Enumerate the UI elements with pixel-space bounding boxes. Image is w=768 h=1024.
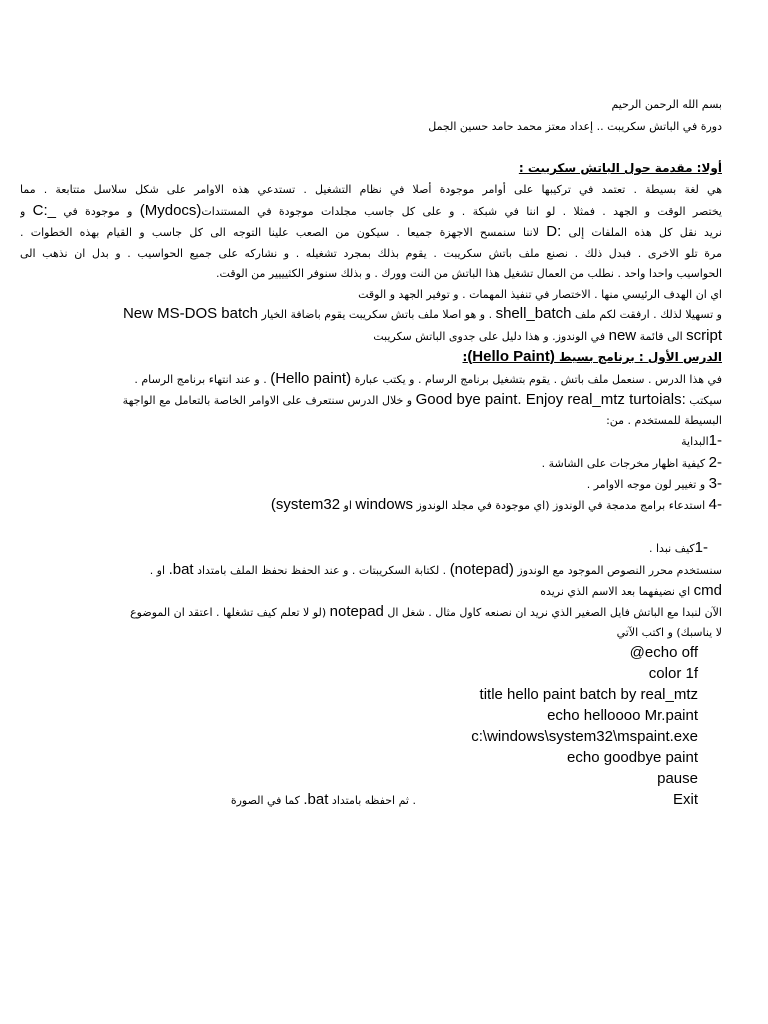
section2-intro-2 — [20, 389, 722, 411]
basmala — [20, 94, 722, 116]
list-item-1 — [20, 430, 722, 452]
section1-heading — [20, 157, 722, 179]
latin-run: Good bye paint. Enjoy real_mtz turtoials: — [415, 391, 686, 408]
section2-intro-3 — [20, 410, 722, 432]
code-line: echo helloooo Mr.paint — [547, 707, 698, 724]
text-run: هي لغة بسيطة . تعتمد في تركيبها على أوامر موجودة أصلا في نظام التشغيل . تستدعي هذه الاوامر على شكل سلاسل متتابعة . مما — [20, 183, 722, 196]
latin-run: New MS-DOS batch — [122, 305, 259, 322]
text-run: في الوندوز. و هذا دليل على جدوى الباتش سكريبت — [373, 330, 606, 343]
text-run: يختصر الوقت و الجهد . فمثلا . لو اننا في شبكة . و على كل جاسب مجلدات موجودة في المستندات — [201, 205, 722, 218]
section1-heading-text: أولا: مقدمة حول الباتش سكريبت : — [518, 161, 722, 175]
code-line: pause — [657, 770, 698, 787]
text-run: . و عند انتهاء برنامج الرسام . — [134, 373, 267, 386]
list-text: و تغيير لون موجه الاوامر . — [586, 478, 706, 491]
list-item-2 — [20, 452, 722, 474]
section1-line-8 — [20, 325, 722, 347]
code-line: color 1f — [648, 665, 698, 682]
list-text: البداية — [681, 435, 709, 448]
text-run: او . — [149, 564, 166, 577]
latin-run: (Hello paint) — [270, 370, 352, 387]
text-run: الحواسيب واحدا واحد . نطلب من العمال تشغيل هذا الباتش من النت وورك . و بذلك سنوفر الكثيييير من الوقت. — [216, 267, 722, 280]
text-run: و خلال الدرس سنتعرف على الاوامر الخاصة بالتعامل مع الواجهة — [122, 394, 413, 407]
list-number: 2- — [708, 454, 722, 471]
section2-heading — [20, 346, 722, 368]
section2-intro-1 — [20, 368, 722, 390]
text-run: نريد نقل كل هذه الملفات إلى — [568, 226, 722, 239]
text-run: الى قائمة — [639, 330, 683, 343]
course-line-text: دورة في الباتش سكريبت .. إعداد معتز محمد حامد حسين الجمل — [428, 120, 722, 133]
latin-run: .bat — [168, 561, 194, 578]
code-line: @echo off — [629, 644, 698, 661]
text-run: لاننا سنمسح الاجهزة جميعا . سيكون من الصعب علينا التوجه الى كل جاسب و القيام بهذه الخطوات . — [20, 226, 539, 239]
list-text: استدعاء برامج مدمجة في الوندوز (اي موجودة في مجلد الوندوز — [416, 499, 706, 512]
text-run: كما في الصورة — [230, 794, 300, 807]
start-paragraph-4 — [20, 622, 722, 644]
text-run: مرة تلو الاخرى . فبدل ذلك . نصنع ملف باتش سكريبت . يقوم بذلك بمجرد تشغيله . و نشاركه على جميع الحواسيب . و بدل ان نذهب الى — [20, 247, 722, 260]
code-line: echo goodbye paint — [567, 749, 698, 766]
text-run: و موجودة في — [63, 205, 133, 218]
heading-latin: (Hello Paint) — [467, 348, 555, 365]
text-run: اي ان الهدف الرئيسي منها . الاختصار في تنفيذ المهمات . و توفير الجهد و الوقت — [358, 288, 722, 301]
start-paragraph-3 — [20, 601, 722, 623]
text-run: سيكتب — [689, 394, 722, 407]
text-run: . و هو اصلا ملف باتش سكريبت يقوم باضافة الخيار — [261, 308, 493, 321]
course-line — [20, 116, 722, 138]
latin-run: cmd — [693, 582, 722, 599]
code-line: c:\windows\system32\mspaint.exe — [471, 728, 698, 745]
start-paragraph-1 — [20, 559, 722, 581]
latin-run: new — [608, 327, 637, 344]
list-item-4 — [20, 494, 722, 516]
heading-colon: : — [462, 350, 468, 364]
latin-run: notepad — [329, 603, 384, 620]
latin-run: windows — [355, 496, 413, 513]
text-run: كيف نبدا . — [649, 542, 695, 555]
basmala-text: بسم الله الرحمن الرحيم — [611, 98, 722, 111]
list-number: 1- — [708, 432, 722, 449]
list-number: 4- — [708, 496, 722, 513]
section1-line-4 — [20, 243, 722, 265]
text-run: (لو لا تعلم كيف تشغلها . اعتقد ان الموضوع — [130, 606, 327, 619]
text-run: سنستخدم محرر النصوص الموجود مع الوندوز — [517, 564, 722, 577]
section1-line-1 — [20, 179, 722, 201]
code-line: title hello paint batch by real_mtz — [479, 686, 698, 703]
section1-line-2 — [20, 200, 722, 222]
latin-run: C:_ — [32, 202, 56, 219]
text-run: في هذا الدرس . سنعمل ملف باتش . يقوم بتشغيل برنامج الرسام . و يكتب عبارة — [354, 373, 722, 386]
text-run: . لكتابة السكريبتات . و عند الحفظ نحفظ الملف بامتداد — [197, 564, 447, 577]
text-run: البسيطة للمستخدم . من: — [606, 414, 722, 427]
section1-line-5 — [20, 263, 722, 285]
section1-line-3 — [20, 221, 722, 243]
list-item-3 — [20, 473, 722, 495]
text-run: و تسهيلا لذلك . ارفقت لكم ملف — [574, 308, 722, 321]
start-label — [20, 537, 708, 559]
code-line: Exit — [672, 791, 698, 808]
list-text: او — [343, 499, 352, 512]
text-run: . ثم احفظه بامتداد — [331, 794, 416, 807]
list-number: 1- — [694, 539, 708, 556]
latin-run: (Mydocs) — [139, 202, 202, 219]
text-run: الآن لنبدا مع الباتش فايل الصغير الذي نريد ان نصنعه كاول مثال . شغل ال — [387, 606, 722, 619]
closing-line — [150, 789, 416, 811]
latin-run: shell_batch — [495, 305, 572, 322]
section1-line-7 — [20, 303, 722, 325]
list-number: 3- — [708, 475, 722, 492]
latin-run: .bat — [303, 791, 329, 808]
text-run: و — [20, 205, 26, 218]
latin-run: (system32 — [270, 496, 341, 513]
text-run: اي نضيفهما بعد الاسم الذي نريده — [540, 585, 691, 598]
latin-run: script — [686, 327, 722, 344]
heading-text: الدرس الأول : برنامج بسيط — [559, 350, 722, 364]
list-text: كيفية اظهار مخرجات على الشاشة . — [541, 457, 706, 470]
latin-run: D: — [546, 223, 562, 240]
latin-run: (notepad) — [449, 561, 514, 578]
text-run: لا يناسبك) و اكتب الآتي — [616, 626, 722, 639]
start-paragraph-2 — [20, 580, 722, 602]
